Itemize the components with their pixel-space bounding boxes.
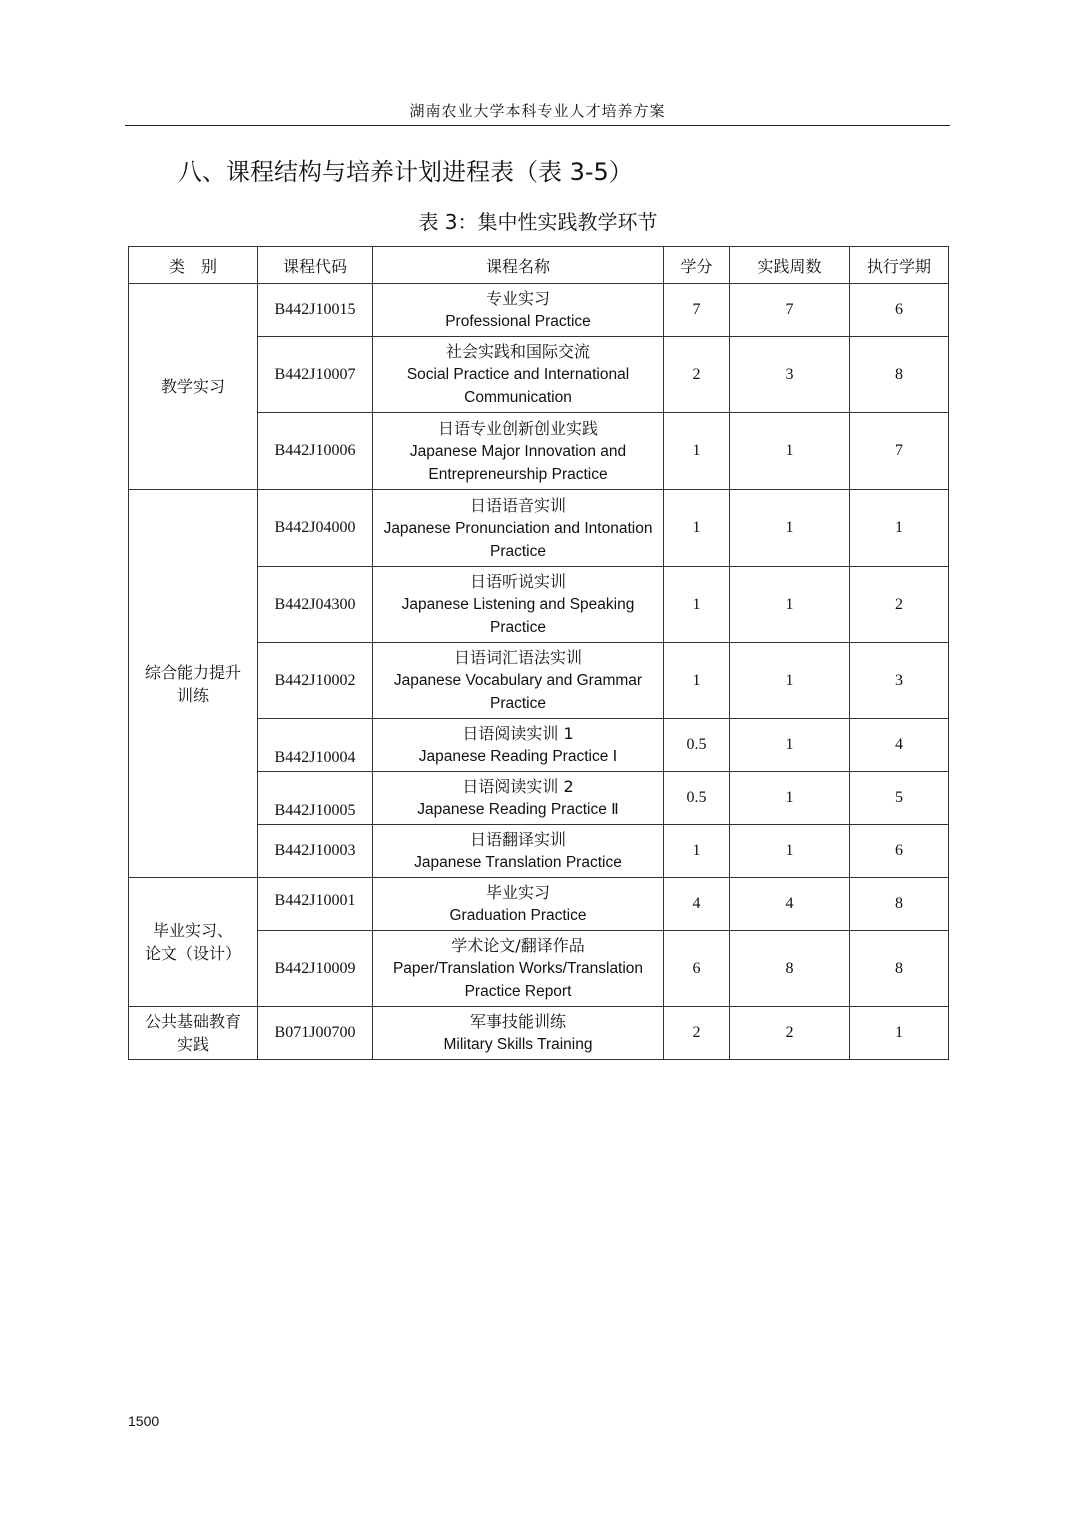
course-name-en: Japanese Major Innovation and Entrepreneurship Practice: [409, 442, 627, 483]
practice-weeks: 1: [730, 772, 850, 825]
course-name-zh: 日语翻译实训: [469, 830, 566, 849]
credits: 6: [664, 931, 730, 1007]
semester: 8: [850, 337, 949, 413]
course-name-en: Social Practice and International Communication: [406, 366, 630, 406]
course-name-zh: 毕业实习: [485, 883, 550, 902]
course-name-en: Japanese Listening and Speaking Practice: [401, 596, 635, 636]
course-code: B071J00700: [258, 1007, 373, 1060]
category-label: 公共基础教育: [144, 1012, 241, 1031]
course-name: [373, 413, 664, 490]
course-code: B442J10005: [258, 772, 373, 825]
table-row: [129, 490, 949, 567]
course-name-en: Graduation Practice: [449, 907, 587, 924]
course-name-zh: 日语听说实训: [469, 572, 566, 591]
category-label: 教学实习: [160, 377, 225, 396]
credits: 7: [664, 284, 730, 337]
credits: 1: [664, 490, 730, 567]
column-header-category: 类 别: [129, 247, 258, 284]
course-name-zh: 日语语音实训: [469, 495, 566, 515]
semester: 4: [850, 719, 949, 772]
course-code: B442J10004: [258, 719, 373, 772]
category-label-line2: 训练: [176, 685, 209, 705]
credits: 1: [664, 643, 730, 719]
table-row: [129, 878, 949, 931]
course-code: B442J10003: [258, 825, 373, 878]
header-rule: [125, 125, 950, 126]
credits: 4: [664, 878, 730, 931]
course-name-en: Japanese Reading Practice Ⅱ: [417, 801, 619, 818]
practice-weeks: 3: [730, 337, 850, 413]
category-cell: [129, 1007, 258, 1060]
course-code: B442J10006: [258, 413, 373, 490]
semester: 6: [850, 284, 949, 337]
semester: 1: [850, 1007, 949, 1060]
column-header-name: 课程名称: [373, 247, 664, 284]
column-header-code: 课程代码: [258, 247, 373, 284]
credits: 1: [664, 413, 730, 490]
course-name-zh: 日语专业创新创业实践: [437, 418, 598, 438]
course-name: [373, 337, 664, 413]
credits: 1: [664, 567, 730, 643]
category-label: 毕业实习、: [152, 921, 233, 940]
category-cell: [129, 490, 258, 878]
course-name-en: Military Skills Training: [443, 1036, 593, 1053]
course-name-zh: 日语阅读实训 1: [462, 724, 574, 743]
course-name-zh: 社会实践和国际交流: [445, 342, 590, 361]
semester: 3: [850, 643, 949, 719]
table-caption: 表 3：集中性实践教学环节: [418, 210, 658, 234]
course-code: B442J04000: [258, 490, 373, 567]
course-code: B442J10015: [258, 284, 373, 337]
course-name: [373, 878, 664, 931]
table-header-row: [129, 247, 949, 284]
practice-weeks: 7: [730, 284, 850, 337]
course-name-en: Paper/Translation Works/Translation Practice Report: [392, 960, 644, 1000]
semester: 8: [850, 931, 949, 1007]
credits: 0.5: [664, 772, 730, 825]
table-row: [129, 1007, 949, 1060]
course-name-zh: 军事技能训练: [469, 1012, 566, 1031]
category-label: 综合能力提升: [144, 662, 241, 682]
course-name-en: Professional Practice: [445, 313, 591, 330]
course-name-en: Japanese Reading Practice Ⅰ: [418, 748, 618, 765]
page-number: 1500: [128, 1413, 160, 1429]
course-name: [373, 567, 664, 643]
practice-weeks: 4: [730, 878, 850, 931]
table-row: [129, 284, 949, 337]
category-cell: [129, 878, 258, 1007]
practice-weeks: 8: [730, 931, 850, 1007]
course-name-zh: 专业实习: [485, 289, 550, 308]
category-label-line2: 实践: [176, 1035, 209, 1054]
course-name-en: Japanese Vocabulary and Grammar Practice: [393, 672, 643, 712]
credits: 1: [664, 825, 730, 878]
practice-weeks: 1: [730, 825, 850, 878]
course-name-zh: 日语阅读实训 2: [462, 777, 574, 796]
semester: 6: [850, 825, 949, 878]
course-name: [373, 490, 664, 567]
course-code: B442J04300: [258, 567, 373, 643]
course-name-zh: 日语词汇语法实训: [453, 648, 582, 667]
course-code: B442J10007: [258, 337, 373, 413]
semester: 2: [850, 567, 949, 643]
course-name: [373, 719, 664, 772]
course-name: [373, 1007, 664, 1060]
column-header-credits: 学分: [664, 247, 730, 284]
category-label-line2: 论文（设计）: [144, 944, 241, 963]
course-name: [373, 825, 664, 878]
course-name: [373, 931, 664, 1007]
column-header-semester: 执行学期: [850, 247, 949, 284]
course-name: [373, 643, 664, 719]
practice-weeks: 1: [730, 567, 850, 643]
course-code: B442J10001: [258, 878, 373, 931]
practice-weeks: 1: [730, 719, 850, 772]
credits: 2: [664, 1007, 730, 1060]
course-name-en: Japanese Translation Practice: [414, 854, 622, 871]
running-header: 湖南农业大学本科专业人才培养方案: [409, 102, 666, 120]
semester: 1: [850, 490, 949, 567]
column-header-weeks: 实践周数: [730, 247, 850, 284]
course-name-zh: 学术论文/翻译作品: [451, 936, 585, 955]
practice-table: [128, 246, 949, 1060]
category-cell: [129, 284, 258, 490]
course-name: [373, 284, 664, 337]
practice-weeks: 2: [730, 1007, 850, 1060]
credits: 2: [664, 337, 730, 413]
course-code: B442J10009: [258, 931, 373, 1007]
semester: 8: [850, 878, 949, 931]
semester: 5: [850, 772, 949, 825]
credits: 0.5: [664, 719, 730, 772]
practice-weeks: 1: [730, 413, 850, 490]
course-name-en: Japanese Pronunciation and Intonation Practice: [383, 519, 653, 560]
course-code: B442J10002: [258, 643, 373, 719]
practice-weeks: 1: [730, 490, 850, 567]
semester: 7: [850, 413, 949, 490]
course-name: [373, 772, 664, 825]
section-title: 八、课程结构与培养计划进程表（表 3-5）: [178, 158, 633, 186]
practice-weeks: 1: [730, 643, 850, 719]
